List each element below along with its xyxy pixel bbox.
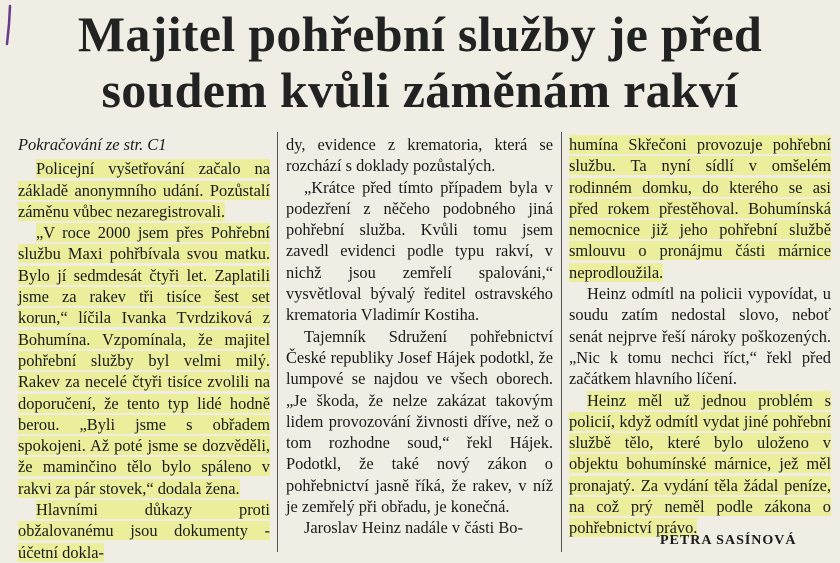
author-signature: PETRA SASÍNOVÁ [660,533,797,548]
paragraph: „Krátce před tímto případem byla v podezření z něčeho podobného jiná pohřební služba. Kvůli tomu jsem zavedl evidenci podle typu rakví, v nichž jsou zemřelí spalováni,“ vysvětloval bývalý ředitel ostravského krematoria Vladimír Kostiha. [286,177,553,325]
article-column-3 [569,134,831,539]
article-column-1 [18,134,270,563]
article-column-2 [286,134,553,539]
paragraph: Heinz měl už jednou problém s policií, když odmítl vydat jiné pohřební službě tělo, které bylo uloženo v objektu bohumínské márnice, jež měl pronajatý. Za vydání těla žádal peníze, na což prý neměl podle zákona o pohřebnictví právo. [569,390,831,538]
column-rule [277,132,278,552]
paragraph: Hlavními důkazy proti obžalovanému jsou dokumenty - účetní dokla- [18,500,270,562]
headline [0,0,840,128]
headline-line-2: soudem kvůli záměnám rakví [101,62,739,118]
continuation-note: Pokračování ze str. C1 [18,135,167,154]
paragraph: Tajemník Sdružení pohřebnictví České republiky Josef Hájek podotkl, že lumpové se najdou ve všech oborech. „Je škoda, že nelze zakázat takovým lidem provozování živnosti dříve, než o tom rozhodne soud,“ řekl Hájek. Podotkl, že také nový zákon o pohřebnictví jasně říká, že rakev, v níž je zemřelý při obřadu, je konečná. [286,326,553,517]
paragraph: dy, evidence z krematoria, která se rozchází s doklady pozůstalých. [286,135,553,176]
column-rule [561,132,562,552]
paragraph: Heinz odmítl na policii vypovídat, u soudu zatím nedostal slovo, neboť senát nejprve řeší nároky poškozených. „Nic k tomu nechci říct,“ řekl před začátkem hlavního líčení. [569,284,831,389]
paragraph: „V roce 2000 jsem přes Pohřební službu Maxi pohřbívala svou matku. Bylo jí sedmdesát čtyři let. Zaplatili jsme za rakev tři tisíce šest set korun,“ líčila Ivanka Tvrdziková z Bohumína. Vzpomínala, že majitel pohřební služby byl velmi milý. Rakev za necelé čtyři tisíce zvolili na doporučení, že tento typ lidé hodně berou. „Byli jsme s obřadem spokojeni. Až poté jsme se dozvěděli, že maminčino tělo bylo spáleno v rakvi za pár stovek,“ dodala žena. [18,223,270,498]
headline-line-1: Majitel pohřební služby je před [77,6,763,62]
paragraph: humína Skřečoni provozuje pohřební službu. Ta nyní sídlí v omšelém rodinném domku, do kterého se asi před rokem přestěhoval. Bohumínská nemocnice již jeho pohřební službě smlouvu o pronájmu části márnice neprodloužila. [569,135,831,282]
paragraph: Jaroslav Heinz nadále v části Bo- [304,518,523,538]
paragraph: Policejní vyšetřování začalo na základě anonymního udání. Pozůstalí záměnu vůbec nezaregistrovali. [18,159,270,221]
